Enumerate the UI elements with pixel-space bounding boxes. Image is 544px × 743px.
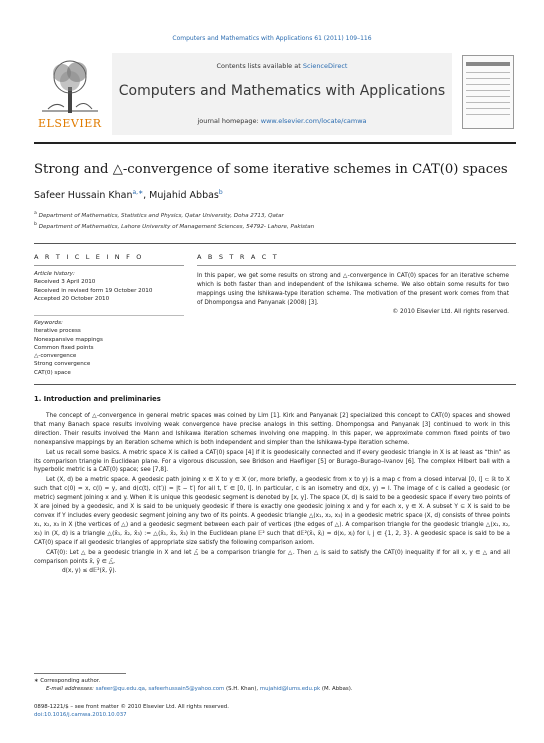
affiliation-rule — [34, 243, 516, 244]
equation: d(x, y) ≤ d𝔼²(x̄, ȳ). — [62, 568, 117, 575]
email-link[interactable]: safeer@qu.edu.qa — [95, 686, 145, 692]
masthead — [34, 53, 516, 136]
keyword: CAT(0) space — [34, 369, 71, 376]
homepage-link[interactable]: www.elsevier.com/locate/camwa — [260, 117, 367, 125]
sciencedirect-link[interactable]: ScienceDirect — [302, 62, 348, 70]
article-history — [34, 270, 152, 303]
section-heading: 1. Introduction and preliminaries — [34, 395, 161, 403]
received-date: Received 3 April 2010 — [34, 279, 96, 286]
author-separator: , — [143, 190, 150, 202]
section-body — [34, 412, 510, 577]
keyword: Nonexpansive mappings — [34, 336, 103, 343]
footnote-rule — [34, 673, 126, 674]
affiliation-b — [34, 222, 314, 230]
copyright-notice: © 2010 Elsevier Ltd. All rights reserved. — [392, 309, 509, 315]
elsevier-tree-icon — [42, 57, 98, 113]
journal-cover-thumbnail — [462, 55, 514, 129]
abstract-body — [197, 272, 509, 317]
doi-link[interactable] — [34, 712, 127, 720]
author-name: Mujahid Abbas — [149, 190, 219, 202]
keyword: △-convergence — [34, 353, 77, 360]
doi-text[interactable]: doi:10.1016/j.camwa.2010.10.037 — [34, 712, 127, 718]
homepage-line — [112, 117, 452, 125]
publisher-logo — [34, 53, 106, 135]
affiliation-mark: b — [34, 222, 37, 227]
paragraph: CAT(0): Let △ be a geodesic triangle in X and let △̄ be a comparison triangle for △. Then △ is said to satisfy the CAT(0) inequality if for all x, y ∈ △ and all comparison points x̄, ȳ ∈ △̄, — [34, 549, 510, 565]
keywords-block — [34, 319, 103, 377]
header-rule — [34, 142, 516, 144]
email-footnote: E-mail addresses: safeer@qu.edu.qa, safeerhussain5@yahoo.com (S.H. Khan), mujahid@lums.edu.pk (M. Abbas). — [46, 686, 353, 692]
publisher-name: ELSEVIER — [38, 117, 102, 130]
info-rule — [34, 265, 184, 266]
homepage-prefix: journal homepage: — [197, 117, 261, 125]
journal-name: Computers and Mathematics with Applications — [118, 83, 446, 99]
author-name: Safeer Hussain Khan — [34, 190, 133, 202]
history-label: Article history: — [34, 271, 75, 277]
author-marks[interactable]: a,∗ — [132, 189, 144, 196]
paragraph: The concept of △-convergence in general metric spaces was coined by Lim [1]. Kirk and Panyanak [2] specialized this concept to CAT(0) spaces and showed that many Banach space results involving weak convergence have precise analogs in this setting. Dhompongsa and Panyanak [3] continued to work in this direction. Their results involved the Mann and Ishikawa iteration schemes involving one mapping. In this paper, we approximate common fixed points of two nonexpansive mappings by an iteration scheme which is both independent and simpler than the Ishikawa-type iteration scheme. — [34, 413, 510, 446]
affiliation-a — [34, 211, 284, 219]
affiliation-mark: a — [34, 211, 37, 216]
author-marks[interactable]: b — [218, 189, 223, 196]
journal-citation: Computers and Mathematics with Applications 61 (2011) 109–116 — [172, 35, 372, 42]
email-owner: (M. Abbas). — [320, 686, 353, 692]
revised-date: Received in revised form 19 October 2010 — [34, 287, 153, 294]
email-link[interactable]: safeerhussain5@yahoo.com — [148, 686, 225, 692]
abstract-bottom-rule — [34, 384, 516, 385]
paragraph: Let (X, d) be a metric space. A geodesic path joining x ∈ X to y ∈ X (or, more briefly, a geodesic from x to y) is a map c from a closed interval [0, l] ⊂ ℝ to X such that c(0) = x, c(l) = y, and d(c(t), c(t′)) = |t − t′| for all t, t′ ∈ [0, l]. In particular, c is an isometry and d(x, y) = l. The image of c is called a geodesic (or metric) segment joining x and y. When it is unique this geodesic segment is denoted by [x, y]. The space (X, d) is said to be a geodesic space if every two points of X are joined by a geodesic, and X is said to be uniquely geodesic if there is exactly one geodesic joining x and y for each x, y ∈ X. A subset Y ⊆ X is said to be convex if Y includes every geodesic segment joining any two of its points. A geodesic triangle △(x₁, x₂, x₃) in a geodesic metric space (X, d) consists of three points x₁, x₂, x₃ in X (the vertices of △) and a geodesic segment between each pair of vertices (the edges of △). A comparison triangle for the geodesic triangle △(x₁, x₂, x₃) in (X, d) is a triangle △(x̄₁, x̄₂, x̄₃) := △(x̄₁, x̄₂, x̄₃) in the Euclidean plane 𝔼² such that d𝔼²(x̄ᵢ, x̄ⱼ) = d(xᵢ, xⱼ) for i, j ∈ {1, 2, 3}. A geodesic space is said to be a CAT(0) space if all geodesic triangles of appropriate size satisfy the following comparison axiom. — [34, 477, 510, 546]
contents-prefix: Contents lists available at — [216, 62, 303, 70]
keywords-rule — [34, 315, 184, 316]
paragraph: Let us recall some basics. A metric space X is called a CAT(0) space [4] if it is geodesically connected and if every geodesic triangle in X is at least as “thin” as its comparison triangle in Euclidean plane. For a vigorous discussion, see Bridson and Haefliger [5] or Burago–Burago–Ivanov [6]. The complex Hilbert ball with a hyperbolic metric is a CAT(0) space; see [7,8]. — [34, 449, 510, 474]
affiliation-text: Department of Mathematics, Statistics and Physics, Qatar University, Doha 2713, Qatar — [36, 212, 284, 219]
keywords-label: Keywords: — [34, 320, 63, 326]
email-link[interactable]: mujahid@lums.edu.pk — [259, 686, 321, 692]
keyword: Strong convergence — [34, 361, 91, 368]
author-list — [34, 189, 223, 201]
keyword: Iterative process — [34, 328, 81, 335]
abstract-heading: A B S T R A C T — [197, 253, 279, 261]
article-info-heading: A R T I C L E I N F O — [34, 253, 144, 261]
abstract-text: In this paper, we get some results on strong and △-convergence in CAT(0) spaces for an iterative scheme which is both faster than and independent of the Ishikawa scheme. We also obtain some results for two mappings using the Ishikawa-type iteration scheme. The motivation of the present work comes from that of Dhompongsa and Panyanak (2008) [3]. — [197, 273, 509, 306]
email-label: E-mail addresses: — [46, 686, 96, 692]
accepted-date: Accepted 20 October 2010 — [34, 295, 110, 302]
contents-line — [112, 62, 452, 70]
abstract-rule — [197, 265, 516, 266]
journal-banner — [112, 53, 452, 135]
email-owner: (S.H. Khan), — [224, 686, 260, 692]
affiliation-text: Department of Mathematics, Lahore University of Management Sciences, 54792- Lahore, Pakistan — [36, 223, 315, 230]
keyword: Common fixed points — [34, 344, 94, 351]
article-title: Strong and △-convergence of some iterative schemes in CAT(0) spaces — [34, 162, 508, 177]
corresponding-author-note: ∗ Corresponding author. — [34, 678, 101, 684]
issn-line: 0898-1221/$ – see front matter © 2010 Elsevier Ltd. All rights reserved. — [34, 704, 229, 710]
